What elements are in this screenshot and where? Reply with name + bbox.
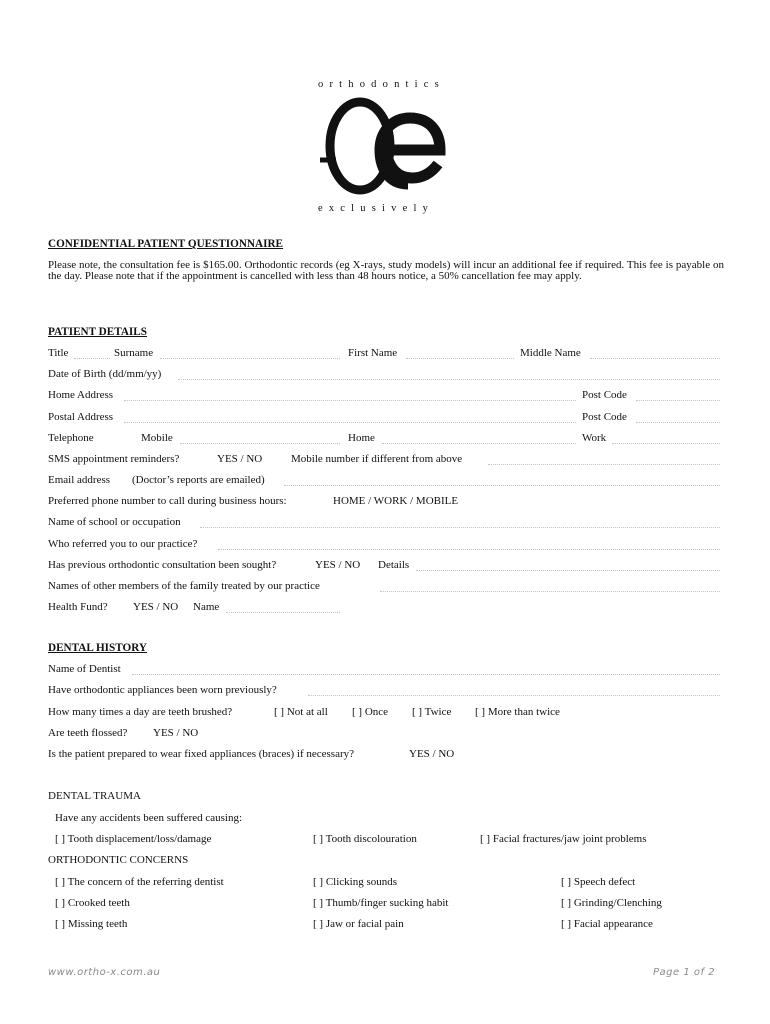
health-fund-yes-no[interactable]: YES / NO <box>133 601 179 613</box>
family-field[interactable] <box>380 591 720 592</box>
intro-paragraph: Please note, the consultation fee is $165.00. Orthodontic records (eg X-rays, study models) will incur an additional fee if required. This fee is payable on the day. Please note that if the appointment is cancelled with less than 48 hours notice, a 50% cancellation fee may apply. <box>48 259 724 282</box>
dob-label: Date of Birth (dd/mm/yy) <box>48 368 162 380</box>
previous-consult-label: Has previous orthodontic consultation been sought? <box>48 559 277 571</box>
mobile-different-field[interactable] <box>488 464 720 465</box>
concern-clicking-sounds[interactable]: [ ] Clicking sounds <box>313 876 398 888</box>
details-label: Details <box>378 559 410 571</box>
school-label: Name of school or occupation <box>48 516 181 528</box>
brush-option-twice[interactable]: [ ] Twice <box>412 706 452 718</box>
first-name-label: First Name <box>348 347 398 359</box>
home-post-code-field[interactable] <box>636 400 720 401</box>
postal-address-label: Postal Address <box>48 411 114 423</box>
email-label: Email address <box>48 474 111 486</box>
dental-history-heading: DENTAL HISTORY <box>48 642 147 654</box>
title-field[interactable] <box>74 358 110 359</box>
telephone-label: Telephone <box>48 432 94 444</box>
braces-label: Is the patient prepared to wear fixed appliances (braces) if necessary? <box>48 748 355 760</box>
dob-field[interactable] <box>178 379 720 380</box>
logo-bottom-text: exclusively <box>318 203 435 214</box>
dental-trauma-heading: DENTAL TRAUMA <box>48 790 141 802</box>
patient-details-heading: PATIENT DETAILS <box>48 326 147 338</box>
first-name-field[interactable] <box>406 358 514 359</box>
home-phone-field[interactable] <box>382 443 576 444</box>
postal-post-code-label: Post Code <box>582 411 627 423</box>
referred-label: Who referred you to our practice? <box>48 538 198 550</box>
trauma-question: Have any accidents been suffered causing: <box>55 812 243 824</box>
flossed-label: Are teeth flossed? <box>48 727 128 739</box>
previous-consult-yes-no[interactable]: YES / NO <box>315 559 361 571</box>
trauma-option-displacement[interactable]: [ ] Tooth displacement/loss/damage <box>55 833 212 845</box>
home-address-label: Home Address <box>48 389 114 401</box>
referred-field[interactable] <box>218 549 720 550</box>
preferred-phone-options[interactable]: HOME / WORK / MOBILE <box>333 495 459 507</box>
postal-post-code-field[interactable] <box>636 422 720 423</box>
surname-label: Surname <box>114 347 154 359</box>
details-field[interactable] <box>416 570 720 571</box>
health-fund-name-label: Name <box>193 601 220 613</box>
concern-missing-teeth[interactable]: [ ] Missing teeth <box>55 918 128 930</box>
sms-yes-no[interactable]: YES / NO <box>217 453 263 465</box>
dentist-field[interactable] <box>132 674 720 675</box>
concern-jaw-pain[interactable]: [ ] Jaw or facial pain <box>313 918 404 930</box>
page-title: CONFIDENTIAL PATIENT QUESTIONNAIRE <box>48 238 283 250</box>
mobile-field[interactable] <box>180 443 340 444</box>
school-field[interactable] <box>200 527 720 528</box>
brush-option-not-at-all[interactable]: [ ] Not at all <box>274 706 328 718</box>
home-address-field[interactable] <box>124 400 576 401</box>
mobile-label: Mobile <box>141 432 173 444</box>
home-post-code-label: Post Code <box>582 389 627 401</box>
work-phone-field[interactable] <box>612 443 720 444</box>
concern-grinding[interactable]: [ ] Grinding/Clenching <box>561 897 662 909</box>
concern-referring-dentist[interactable]: [ ] The concern of the referring dentist <box>55 876 224 888</box>
footer-page-number: Page 1 of 2 <box>653 967 716 978</box>
logo-mark <box>312 96 462 196</box>
concern-thumb-sucking[interactable]: [ ] Thumb/finger sucking habit <box>313 897 449 909</box>
concern-speech-defect[interactable]: [ ] Speech defect <box>561 876 636 888</box>
logo-top-text: orthodontics <box>318 79 445 90</box>
postal-address-field[interactable] <box>124 422 576 423</box>
sms-label: SMS appointment reminders? <box>48 453 180 465</box>
title-label: Title <box>48 347 69 359</box>
appliances-label: Have orthodontic appliances been worn previously? <box>48 684 277 696</box>
home-phone-label: Home <box>348 432 375 444</box>
brush-option-more-than-twice[interactable]: [ ] More than twice <box>475 706 560 718</box>
dentist-label: Name of Dentist <box>48 663 121 675</box>
work-phone-label: Work <box>582 432 607 444</box>
middle-name-label: Middle Name <box>520 347 581 359</box>
middle-name-field[interactable] <box>590 358 720 359</box>
concern-facial-appearance[interactable]: [ ] Facial appearance <box>561 918 653 930</box>
braces-yes-no[interactable]: YES / NO <box>409 748 455 760</box>
surname-field[interactable] <box>160 358 340 359</box>
mobile-different-label: Mobile number if different from above <box>291 453 463 465</box>
appliances-field[interactable] <box>308 695 720 696</box>
email-field[interactable] <box>284 485 720 486</box>
health-fund-label: Health Fund? <box>48 601 108 613</box>
family-label: Names of other members of the family treated by our practice <box>48 580 320 592</box>
orthodontic-concerns-heading: ORTHODONTIC CONCERNS <box>48 854 189 866</box>
health-fund-name-field[interactable] <box>226 612 340 613</box>
brushed-label: How many times a day are teeth brushed? <box>48 706 233 718</box>
footer-website: www.ortho-x.com.au <box>48 967 161 978</box>
brush-option-once[interactable]: [ ] Once <box>352 706 389 718</box>
preferred-phone-label: Preferred phone number to call during business hours: <box>48 495 287 507</box>
concern-crooked-teeth[interactable]: [ ] Crooked teeth <box>55 897 130 909</box>
flossed-yes-no[interactable]: YES / NO <box>153 727 199 739</box>
email-note: (Doctor’s reports are emailed) <box>132 474 265 486</box>
trauma-option-discolouration[interactable]: [ ] Tooth discolouration <box>313 833 417 845</box>
trauma-option-fractures[interactable]: [ ] Facial fractures/jaw joint problems <box>480 833 647 845</box>
